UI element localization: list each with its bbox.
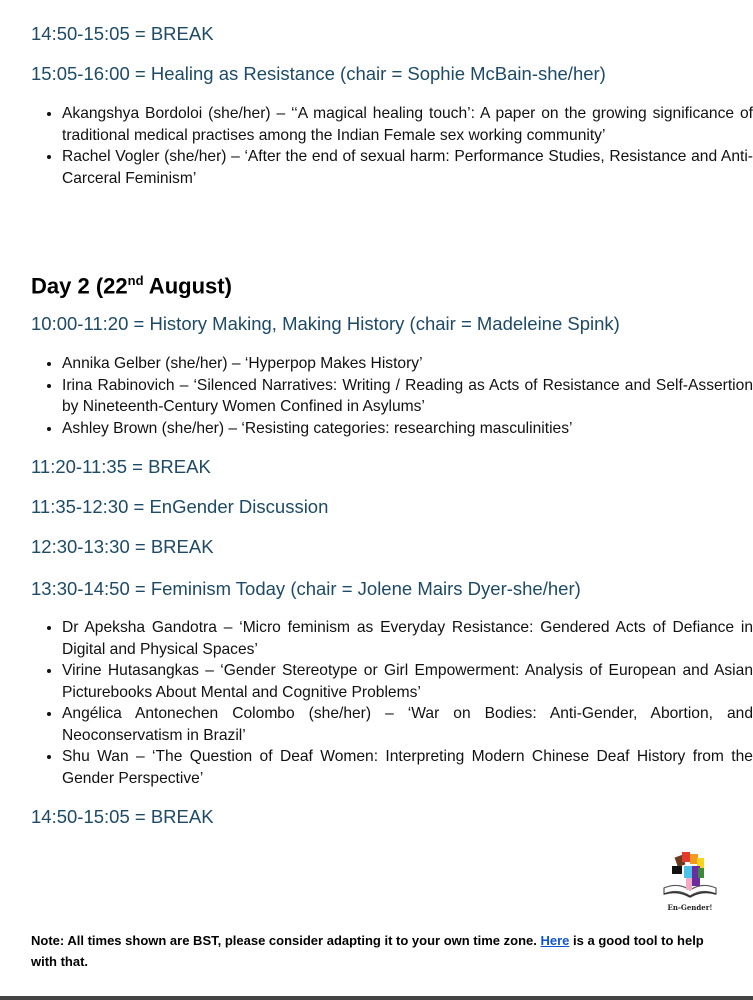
note-text-end: is a good tool to help with that.: [31, 933, 704, 969]
timezone-note: [31, 930, 731, 972]
talk-list-feminism-today: [31, 617, 753, 789]
timezone-tool-link[interactable]: Here: [540, 933, 570, 948]
break-heading: 11:20-11:35 = BREAK: [31, 456, 211, 477]
session-heading-history: 10:00-11:20 = History Making, Making History (chair = Madeleine Spink): [31, 313, 620, 334]
list-item: • Annika Gelber (she/her) – ‘Hyperpop Makes History’: [62, 353, 753, 375]
day-title-suffix: August): [143, 273, 232, 299]
list-item: • Virine Hutasangkas – ‘Gender Stereotype or Girl Empowerment: Analysis of European and Asian Picturebooks About Mental and Cognitive Problems’: [62, 660, 753, 703]
talk-list-history: [31, 353, 753, 439]
list-item: • Ashley Brown (she/her) – ‘Resisting categories: researching masculinities’: [62, 418, 753, 440]
list-item: • Angélica Antonechen Colombo (she/her) – ‘War on Bodies: Anti-Gender, Abortion, and Neoconservatism in Brazil’: [62, 703, 753, 746]
session-heading-healing: 15:05-16:00 = Healing as Resistance (chair = Sophie McBain-she/her): [31, 63, 606, 84]
break-heading: 12:30-13:30 = BREAK: [31, 536, 214, 557]
list-item: • Irina Rabinovich – ‘Silenced Narratives: Writing / Reading as Acts of Resistance and Self-Assertion by Nineteenth-Century Women Confined in Asylums’: [62, 375, 753, 418]
session-heading-feminism-today: 13:30-14:50 = Feminism Today (chair = Jolene Mairs Dyer-she/her): [31, 578, 581, 599]
list-item: • Dr Apeksha Gandotra – ‘Micro feminism as Everyday Resistance: Gendered Acts of Defiance in Digital and Physical Spaces’: [62, 617, 753, 660]
day-title-sup: nd: [127, 273, 144, 288]
discussion-heading: 11:35-12:30 = EnGender Discussion: [31, 496, 329, 517]
break-heading: 14:50-15:05 = BREAK: [31, 806, 214, 827]
day-2-title: [31, 267, 232, 300]
talk-list-healing: [31, 103, 753, 189]
engender-logo: [660, 848, 720, 914]
list-item: • Shu Wan – ‘The Question of Deaf Women: Interpreting Modern Chinese Deaf History from the Gender Perspective’: [62, 746, 753, 789]
break-heading: 14:50-15:05 = BREAK: [31, 23, 214, 44]
day-title-prefix: Day 2 (22: [31, 273, 128, 299]
list-item: • Akangshya Bordoloi (she/her) – ‘‘A magical healing touch’: A paper on the growing significance of traditional medical practises among the Indian Female sex working community’: [62, 103, 753, 146]
note-text: Note: All times shown are BST, please consider adapting it to your own time zone.: [31, 933, 541, 948]
svg-text:En-Gender!: En-Gender!: [667, 903, 713, 912]
page-bottom-border: [0, 996, 753, 1000]
list-item: • Rachel Vogler (she/her) – ‘After the end of sexual harm: Performance Studies, Resistance and Anti-Carceral Feminism’: [62, 146, 753, 189]
